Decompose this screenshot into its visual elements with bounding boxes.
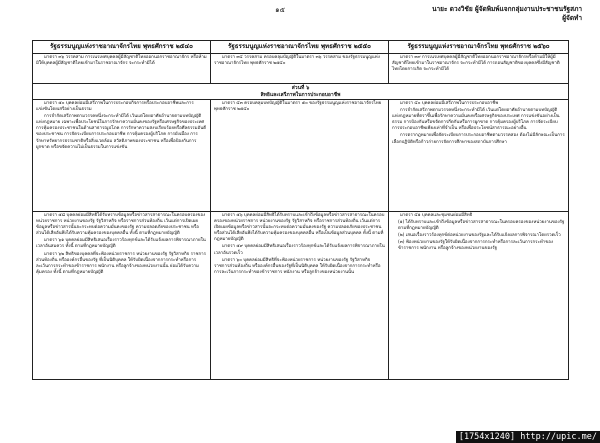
image-host-watermark: [1754x1240] http://upic.me/ [456, 431, 600, 443]
comparison-table [32, 40, 569, 380]
paragraph: มาตรา ๕๘ บุคคลย่อมมีสิทธิได้รับทราบข้อมูลหรือข่าวสารสาธารณะในครอบครองของหน่วยราชการ หน่วยงานของรัฐ รัฐวิสาหกิจ หรือราชการส่วนท้องถิ่น เว้นแต่การเปิดเผยข้อมูลหรือข่าวสารนั้นจะกระทบต่อความมั่นคงของรัฐ ความปลอดภัยของประชาชน หรือส่วนได้เสียอันพึงได้รับความคุ้มครองของบุคคลอื่น ทั้งนี้ ตามที่กฎหมายบัญญัติ [36, 213, 206, 237]
header-2560: รัฐธรรมนูญแห่งราชอาณาจักรไทย พุทธศักราช ๒๕๖๐ [389, 41, 569, 54]
list-item: (๓) ฟ้องหน่วยงานของรัฐให้รับผิดเนื่องจากการกระทำหรือการละเว้นการกระทำของข้าราชการ พนักงาน หรือลูกจ้างของหน่วยงานของรัฐ [398, 240, 554, 252]
cell-row1-2550 [211, 54, 389, 84]
section-heading [33, 84, 569, 100]
cell-row3-2540 [33, 212, 211, 380]
header-2540: รัฐธรรมนูญแห่งราชอาณาจักรไทย พุทธศักราช ๒๕๔๐ [33, 41, 211, 54]
cell-row3-2560 [389, 212, 569, 380]
paragraph: การจำกัดเสรีภาพตามวรรคหนึ่งจะกระทำมิได้ เว้นแต่โดยอาศัยอำนาจตามบทบัญญัติแห่งกฎหมายที่ตราขึ้นเพื่อรักษาความมั่นคงหรือเศรษฐกิจของประเทศ การแข่งขันอย่างเป็นธรรม การป้องกันหรือขจัดการกีดกันหรือการผูกขาด การคุ้มครองผู้บริโภค การจัดระเบียบการประกอบอาชีพเพียงเท่าที่จำเป็น หรือเพื่อประโยชน์สาธารณะอย่างอื่น [392, 108, 560, 132]
paragraph: การตรากฎหมายเพื่อจัดระเบียบการประกอบอาชีพตามวรรคสอง ต้องไม่มีลักษณะเป็นการเลือกปฏิบัติหรือก้าวก่ายการจัดการศึกษาของสถาบันการศึกษา [392, 133, 565, 145]
list-item: (๒) เสนอเรื่องราวร้องทุกข์ต่อหน่วยงานของรัฐและได้รับแจ้งผลการพิจารณาโดยรวดเร็ว [398, 233, 561, 239]
author-line-1: นายะ ดวงวิชัย ผู้จัดพิมพ์แจกกลุ่มงานประชาชนรัฐสภา [432, 5, 582, 13]
paragraph: มาตรา ๓๖ วรรคสาม การเนรเทศบุคคลผู้มีสัญชาติไทยออกนอกราชอาณาจักร หรือห้ามมิให้บุคคลผู้มีสัญชาติไทยเข้ามาในราชอาณาจักร จะกระทำมิได้ [36, 55, 207, 67]
paragraph: มาตรา ๖๑ บุคคลย่อมมีสิทธิเสนอเรื่องราวร้องทุกข์และได้รับแจ้งผลการพิจารณาภายในเวลาอันสมควร ทั้งนี้ ตามที่กฎหมายบัญญัติ [36, 238, 206, 250]
page-number: ๑๕ [275, 6, 285, 14]
header-row [33, 41, 569, 54]
cell-row2-2550 [211, 100, 389, 212]
section-subtitle: สิทธิและเสรีภาพในการประกอบอาชีพ [260, 91, 341, 98]
row-occupation [33, 100, 569, 212]
cell-row3-2550 [211, 212, 389, 380]
paragraph: มาตรา ๖๐ บุคคลย่อมมีสิทธิที่จะฟ้องหน่วยราชการ หน่วยงานของรัฐ รัฐวิสาหกิจ ราชการส่วนท้องถิ่น หรือองค์กรอื่นของรัฐที่เป็นนิติบุคคล ให้รับผิดเนื่องจากการกระทำหรือการละเว้นการกระทำของข้าราชการ พนักงาน หรือลูกจ้างของหน่วยงานนั้น [214, 257, 381, 275]
paragraph: มาตรา ๕๙ บุคคลย่อมมีสิทธิเสนอเรื่องราวร้องทุกข์และได้รับแจ้งผลการพิจารณาภายในเวลาอันรวดเร็ว [214, 244, 385, 256]
paragraph: มาตรา ๔๑ บุคคลและชุมชนย่อมมีสิทธิ [400, 213, 473, 218]
cell-row1-2560 [389, 54, 569, 84]
section-row [33, 84, 569, 100]
paragraph: การจำกัดเสรีภาพตามวรรคหนึ่งจะกระทำมิได้ เว้นแต่โดยอาศัยอำนาจตามบทบัญญัติแห่งกฎหมาย เฉพาะเพื่อประโยชน์ในการรักษาความมั่นคงของรัฐหรือเศรษฐกิจของประเทศ การคุ้มครองประชาชนในด้านสาธารณูปโภค การรักษาความสงบเรียบร้อยหรือศีลธรรมอันดีของประชาชน การจัดระเบียบการประกอบอาชีพ การคุ้มครองผู้บริโภค การผังเมือง การรักษาทรัพยากรธรรมชาติหรือสิ่งแวดล้อม สวัสดิภาพของประชาชน หรือเพื่อป้องกันการผูกขาด หรือขจัดความไม่เป็นธรรมในการแข่งขัน [36, 114, 207, 150]
paragraph: มาตรา ๖๒ สิทธิของบุคคลที่จะฟ้องหน่วยราชการ หน่วยงานของรัฐ รัฐวิสาหกิจ ราชการส่วนท้องถิ่น หรือองค์กรอื่นของรัฐ ที่เป็นนิติบุคคล ให้รับผิดเนื่องจากการกระทำหรือการละเว้นการกระทำของข้าราชการ พนักงาน หรือลูกจ้างของหน่วยงานนั้น ย่อมได้รับความคุ้มครอง ทั้งนี้ ตามที่กฎหมายบัญญัติ [36, 251, 206, 275]
paragraph: มาตรา ๕๖ บุคคลย่อมมีสิทธิได้รับทราบและเข้าถึงข้อมูลหรือข่าวสารสาธารณะในครอบครองของหน่วยราชการ หน่วยงานของรัฐ รัฐวิสาหกิจ หรือราชการส่วนท้องถิ่น เว้นแต่การเปิดเผยข้อมูลหรือข่าวสารนั้นจะกระทบต่อความมั่นคงของรัฐ ความปลอดภัยของประชาชน หรือส่วนได้เสียอันพึงได้รับความคุ้มครองของบุคคลอื่น หรือเป็นข้อมูลส่วนบุคคล ทั้งนี้ ตามที่กฎหมายบัญญัติ [214, 213, 385, 243]
row-information-rights [33, 212, 569, 380]
author-note [432, 5, 582, 23]
cell-row2-2560 [389, 100, 569, 212]
paragraph: มาตรา ๕๐ บุคคลย่อมมีเสรีภาพในการประกอบกิจการหรือประกอบอาชีพและการแข่งขันโดยเสรีอย่างเป็นธรรม [36, 101, 194, 113]
paragraph: มาตรา ๓๙ การเนรเทศบุคคลผู้มีสัญชาติไทยออกนอกราชอาณาจักรหรือห้ามมิให้ผู้มีสัญชาติไทยเข้ามาในราชอาณาจักร จะกระทำมิได้ การถอนสัญชาติของบุคคลซึ่งมีสัญชาติไทยโดยการเกิด จะกระทำมิได้ [392, 55, 560, 73]
cell-row1-2540 [33, 54, 211, 84]
paragraph: มาตรา ๔๐ บุคคลย่อมมีเสรีภาพในการประกอบอาชีพ [400, 101, 499, 106]
paragraph: มาตรา ๓๔ วรรคสาม ครอบคลุมบัญญัติในมาตรา ๓๖ วรรคสาม ของรัฐธรรมนูญแห่งราชอาณาจักรไทย พุทธศักราช ๒๕๔๐ [214, 55, 380, 67]
header-2550: รัฐธรรมนูญแห่งราชอาณาจักรไทย พุทธศักราช ๒๕๕๐ [211, 41, 389, 54]
row-deportation [33, 54, 569, 84]
section-title: ส่วนที่ ๖ [291, 85, 310, 91]
cell-row2-2540 [33, 100, 211, 212]
author-line-2: ผู้จัดทำ [562, 14, 582, 22]
list-item: (๑) ได้รับทราบและเข้าถึงข้อมูลหรือข่าวสารสาธารณะในครอบครองของหน่วยงานของรัฐตามที่กฎหมายบัญญัติ [398, 220, 565, 232]
paragraph: มาตรา ๔๓ ครอบคลุมบทบัญญัติในมาตรา ๕๐ ของรัฐธรรมนูญแห่งราชอาณาจักรไทย พุทธศักราช ๒๕๔๐ [214, 101, 382, 113]
